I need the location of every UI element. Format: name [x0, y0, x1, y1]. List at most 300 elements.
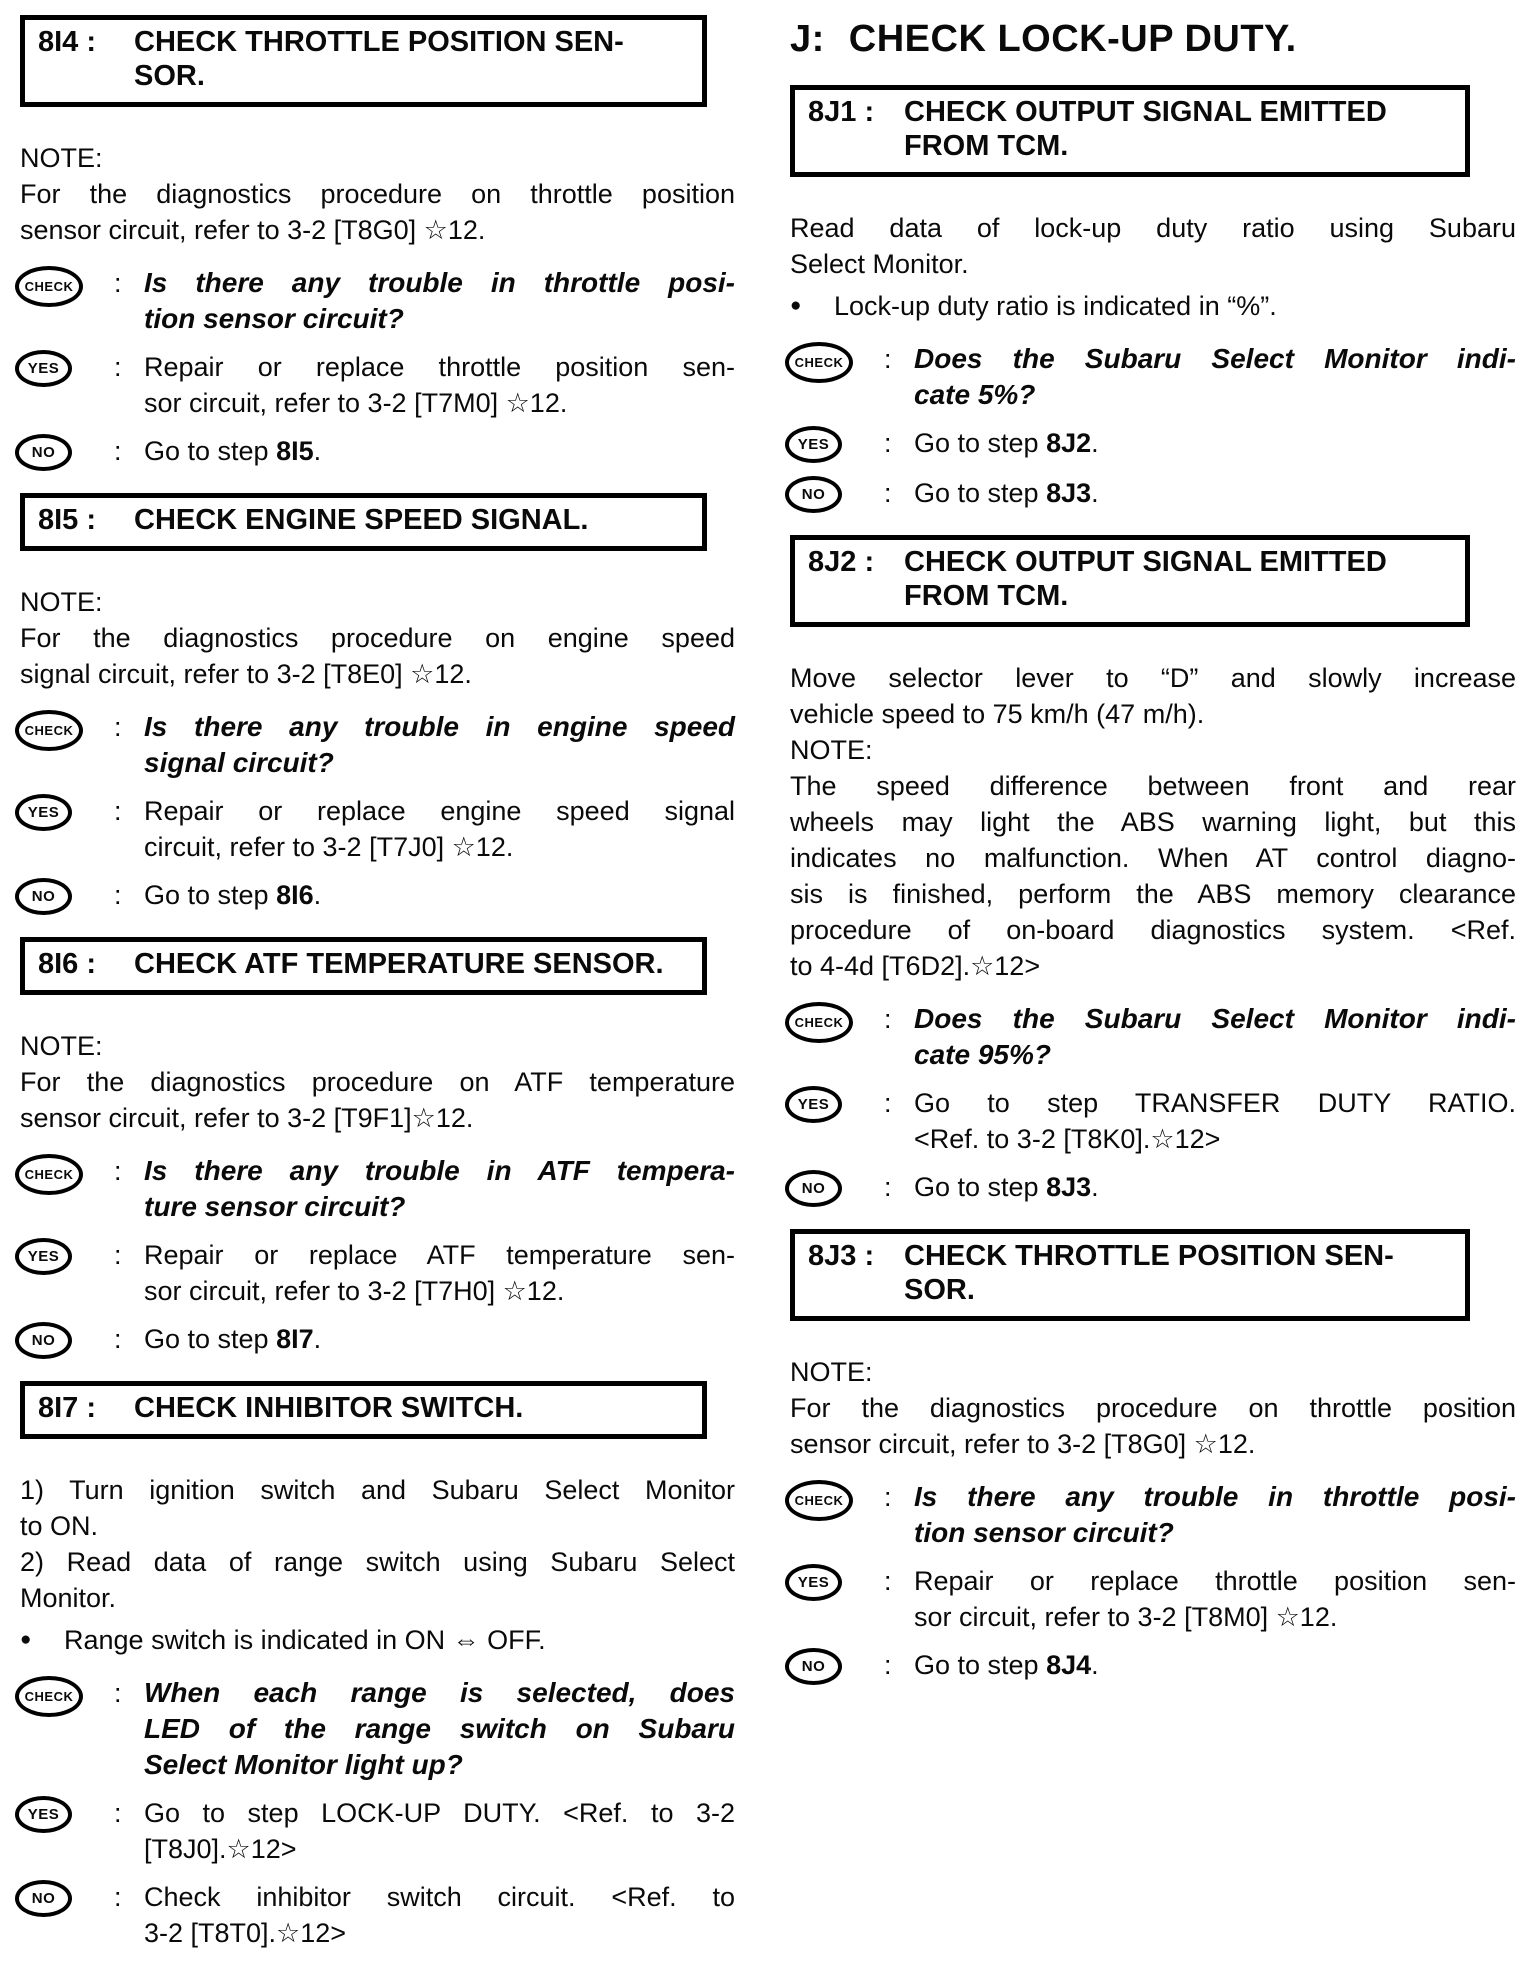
yes-row [15, 793, 735, 865]
colon-separator: : [884, 1004, 892, 1034]
text-segment: vehicle speed to 75 km/h (47 m/h). [790, 699, 1205, 729]
question-line [144, 265, 735, 301]
text-segment: [T8J0].☆12> [144, 1834, 297, 1864]
text-segment: sor circuit, refer to 3-2 [T7M0] ☆12. [144, 388, 568, 418]
text-segment: 8J2 [1046, 428, 1092, 458]
badge-cell [15, 709, 114, 781]
paragraph [20, 620, 735, 692]
step-title-line: CHECK ATF TEMPERATURE SENSOR. [134, 948, 664, 980]
question-line [914, 1479, 1516, 1515]
step-title-line: CHECK INHIBITOR SWITCH. [134, 1392, 524, 1424]
text-segment: procedure of on-board diagnostics system. <Ref. [790, 915, 1516, 945]
row-text [144, 709, 735, 781]
question-line [914, 377, 1516, 413]
text-segment: to ON. [20, 1511, 99, 1541]
step-number: 8I6 : [38, 948, 97, 980]
text-line [790, 660, 1516, 696]
text-segment: Select Monitor light up? [144, 1749, 463, 1780]
section-8I4 [20, 15, 735, 471]
text-line [144, 1273, 735, 1309]
text-line [20, 656, 735, 692]
note-label: NOTE: [20, 1031, 103, 1061]
colon-separator: : [884, 1172, 892, 1202]
step-title-line: CHECK OUTPUT SIGNAL EMITTED [904, 546, 1387, 578]
bullet-icon: ● [790, 295, 802, 316]
row-text [914, 1169, 1516, 1207]
text-line [144, 793, 735, 829]
text-segment: Go to step LOCK-UP DUTY. <Ref. to 3-2 [144, 1798, 735, 1828]
step-header-box-8J3 [790, 1229, 1470, 1321]
text-segment: cate 5%? [914, 379, 1036, 410]
section-8J1 [790, 85, 1516, 513]
text-segment: Does the Subaru Select Monitor indi- [914, 1003, 1516, 1034]
text-segment: . [1091, 478, 1099, 508]
text-line [790, 840, 1516, 876]
text-segment: Does the Subaru Select Monitor indi- [914, 343, 1516, 374]
text-line [20, 1508, 735, 1544]
question-line [144, 301, 735, 337]
text-line [144, 1795, 735, 1831]
text-segment: 8J3 [1046, 478, 1092, 508]
text-line [20, 1100, 735, 1136]
text-line [790, 804, 1516, 840]
text-segment: 2) Read data of range switch using Subaru Select [20, 1547, 735, 1577]
row-text [914, 1563, 1516, 1635]
question-line [144, 1675, 735, 1711]
colon-separator: : [114, 1240, 122, 1270]
colon-separator: : [884, 1088, 892, 1118]
text-segment: 8I5 [276, 436, 314, 466]
badge-cell [785, 1169, 884, 1207]
badge-cell [785, 341, 884, 413]
text-line [144, 1879, 735, 1915]
no-badge: NO [15, 1322, 72, 1359]
text-line [144, 385, 735, 421]
paragraph [790, 768, 1516, 984]
text-line [790, 948, 1516, 984]
badge-cell [15, 1795, 114, 1867]
right-column [790, 15, 1516, 1707]
note-label: NOTE: [20, 143, 103, 173]
badge-cell [15, 1675, 114, 1783]
note-label: NOTE: [790, 735, 873, 765]
check-badge: CHECK [785, 342, 853, 383]
colon-separator: : [114, 268, 122, 298]
chapter-heading [790, 17, 1516, 61]
check-badge: CHECK [785, 1480, 853, 1521]
text-segment: sis is finished, perform the ABS memory clearance [790, 879, 1516, 909]
step-number: 8J3 : [808, 1240, 875, 1272]
yes-badge: YES [15, 794, 72, 831]
badge-cell [785, 1479, 884, 1551]
text-segment: tion sensor circuit? [914, 1517, 1174, 1548]
step-header-box-8I7 [20, 1381, 707, 1439]
yes-row [15, 349, 735, 421]
text-segment: Go to step [144, 880, 277, 910]
step-number: 8I7 : [38, 1392, 97, 1424]
text-segment: The speed difference between front and rear [790, 771, 1516, 801]
row-text [144, 877, 735, 915]
paragraph [790, 660, 1516, 732]
badge-cell [785, 425, 884, 463]
yes-row [15, 1795, 735, 1867]
text-line [914, 1169, 1516, 1205]
badge-cell [785, 1085, 884, 1157]
chapter-letter: J: [790, 18, 825, 60]
text-line [144, 877, 735, 913]
step-number: 8I4 : [38, 26, 97, 58]
step-title [134, 947, 664, 981]
colon-separator: : [114, 796, 122, 826]
text-segment: Read data of lock-up duty ratio using Subaru [790, 213, 1516, 243]
text-segment: . [313, 436, 322, 466]
chapter-title: CHECK LOCK-UP DUTY. [848, 18, 1297, 60]
text-line [20, 620, 735, 656]
text-segment: Select Monitor. [790, 249, 969, 279]
badge-cell [15, 349, 114, 421]
colon-separator: : [114, 880, 122, 910]
no-row [785, 1647, 1516, 1685]
text-segment: Repair or replace ATF temperature sen- [144, 1240, 735, 1270]
text-line [144, 349, 735, 385]
badge-cell [785, 1647, 884, 1685]
question-line [914, 1037, 1516, 1073]
yes-badge: YES [785, 426, 842, 463]
step-title [904, 95, 1387, 163]
text-segment: ture sensor circuit? [144, 1191, 406, 1222]
check-badge: CHECK [15, 266, 83, 307]
check-badge: CHECK [15, 1154, 83, 1195]
colon-separator: : [114, 712, 122, 742]
badge-cell [15, 793, 114, 865]
yes-row [785, 425, 1516, 463]
yes-badge: YES [15, 1238, 72, 1275]
text-segment: 8I6 [276, 880, 314, 910]
row-text [914, 425, 1516, 463]
section-8J3 [790, 1229, 1516, 1685]
step-header-box-8J2 [790, 535, 1470, 627]
text-line [20, 1544, 735, 1580]
row-text [914, 341, 1516, 413]
colon-separator: : [114, 1798, 122, 1828]
note-label: NOTE: [20, 587, 103, 617]
no-row [15, 877, 735, 915]
step-title [904, 545, 1387, 613]
step-header-box-8I4 [20, 15, 707, 107]
step-title-line: CHECK ENGINE SPEED SIGNAL. [134, 504, 589, 536]
text-line [914, 1121, 1516, 1157]
badge-cell [15, 1321, 114, 1359]
text-line [20, 212, 735, 248]
row-text [144, 1675, 735, 1783]
bullet-item [20, 1622, 735, 1658]
badge-cell [785, 1001, 884, 1073]
question-line [144, 1711, 735, 1747]
yes-badge: YES [15, 350, 72, 387]
text-segment: Go to step TRANSFER DUTY RATIO. [914, 1088, 1516, 1118]
step-number: 8J1 : [808, 96, 875, 128]
step-title-line: CHECK THROTTLE POSITION SEN- [904, 1240, 1394, 1272]
text-segment: LED of the range switch on Subaru [144, 1713, 735, 1744]
text-segment: circuit, refer to 3-2 [T7J0] ☆12. [144, 832, 514, 862]
text-line [914, 1599, 1516, 1635]
bullet-icon: ● [20, 1629, 32, 1650]
badge-cell [15, 433, 114, 471]
paragraph [20, 1544, 735, 1616]
question-line [914, 1515, 1516, 1551]
question-line [144, 1747, 735, 1783]
step-title [134, 503, 588, 537]
text-segment: sor circuit, refer to 3-2 [T7H0] ☆12. [144, 1276, 565, 1306]
paragraph [20, 1472, 735, 1544]
text-segment: Go to step [144, 436, 277, 466]
question-line [914, 341, 1516, 377]
yes-badge: YES [785, 1086, 842, 1123]
no-badge: NO [785, 476, 842, 513]
check-badge: CHECK [15, 710, 83, 751]
text-line [144, 1237, 735, 1273]
section-8I6 [20, 937, 735, 1359]
text-line [144, 1915, 735, 1951]
badge-cell [785, 1563, 884, 1635]
badge-cell [15, 877, 114, 915]
text-segment: Go to step [914, 1650, 1047, 1680]
no-badge: NO [15, 878, 72, 915]
text-segment: . [1091, 1172, 1099, 1202]
step-title-line: SOR. [134, 60, 205, 92]
row-text [144, 349, 735, 421]
text-segment: . [313, 1324, 322, 1354]
text-segment: 8I7 [276, 1324, 314, 1354]
text-line [790, 696, 1516, 732]
row-text [144, 1237, 735, 1309]
yes-row [15, 1237, 735, 1309]
row-text [914, 1085, 1516, 1157]
right-sections [790, 85, 1516, 1685]
yes-badge: YES [15, 1796, 72, 1833]
question-line [144, 709, 735, 745]
text-segment: For the diagnostics procedure on throttle position [790, 1393, 1516, 1423]
bullet-text [834, 288, 1516, 324]
text-line [834, 288, 1516, 324]
colon-separator: : [884, 344, 892, 374]
text-segment: <Ref. to 3-2 [T8K0].☆12> [914, 1124, 1221, 1154]
text-segment: signal circuit, refer to 3-2 [T8E0] ☆12. [20, 659, 472, 689]
colon-separator: : [884, 1482, 892, 1512]
row-text [144, 433, 735, 471]
text-segment: 8J4 [1046, 1650, 1092, 1680]
text-line [790, 210, 1516, 246]
row-text [144, 793, 735, 865]
step-title-line: CHECK THROTTLE POSITION SEN- [134, 26, 624, 58]
row-text [144, 1879, 735, 1951]
row-text [914, 1647, 1516, 1685]
text-line [20, 1472, 735, 1508]
colon-separator: : [114, 436, 122, 466]
text-segment: cate 95%? [914, 1039, 1051, 1070]
row-text [914, 1479, 1516, 1551]
step-title [134, 25, 624, 93]
text-segment: Check inhibitor switch circuit. <Ref. to [144, 1882, 735, 1912]
colon-separator: : [884, 1566, 892, 1596]
text-segment: signal circuit? [144, 747, 334, 778]
check-row [15, 1675, 735, 1783]
colon-separator: : [114, 1156, 122, 1186]
no-badge: NO [785, 1648, 842, 1685]
text-segment: sor circuit, refer to 3-2 [T8M0] ☆12. [914, 1602, 1338, 1632]
text-segment: Repair or replace throttle position sen- [914, 1566, 1516, 1596]
text-line [914, 425, 1516, 461]
no-row [785, 1169, 1516, 1207]
text-line [790, 1426, 1516, 1462]
text-segment: Is there any trouble in engine speed [144, 711, 735, 742]
text-segment: Move selector lever to “D” and slowly increase [790, 663, 1516, 693]
text-segment: Lock-up duty ratio is indicated in “%”. [834, 291, 1277, 321]
text-segment: Go to step [914, 1172, 1047, 1202]
text-segment: For the diagnostics procedure on engine speed [20, 623, 735, 653]
step-header-box-8I6 [20, 937, 707, 995]
text-line [914, 1563, 1516, 1599]
text-segment: indicates no malfunction. When AT control diagno- [790, 843, 1516, 873]
text-segment: Repair or replace throttle position sen- [144, 352, 735, 382]
question-line [144, 1153, 735, 1189]
badge-cell [785, 475, 884, 513]
paragraph [790, 210, 1516, 282]
step-header-box-8I5 [20, 493, 707, 551]
no-badge: NO [15, 434, 72, 471]
paragraph [20, 1064, 735, 1136]
badge-cell [15, 1153, 114, 1225]
no-row [15, 433, 735, 471]
badge-cell [15, 1237, 114, 1309]
question-line [914, 1001, 1516, 1037]
text-line [790, 1390, 1516, 1426]
text-segment: 3-2 [T8T0].☆12> [144, 1918, 347, 1948]
question-line [144, 745, 735, 781]
step-title-line: FROM TCM. [904, 580, 1069, 612]
yes-badge: YES [785, 1564, 842, 1601]
bullet-text [64, 1622, 735, 1658]
step-title-line: SOR. [904, 1274, 975, 1306]
text-segment: Range switch is indicated in ON ⇔ OFF. [64, 1625, 546, 1655]
row-text [914, 1001, 1516, 1073]
text-line [914, 1647, 1516, 1683]
badge-cell [15, 265, 114, 337]
text-line [20, 1064, 735, 1100]
row-text [144, 265, 735, 337]
text-line [20, 1580, 735, 1616]
colon-separator: : [114, 1324, 122, 1354]
text-segment: For the diagnostics procedure on throttle position [20, 179, 735, 209]
no-badge: NO [15, 1880, 72, 1917]
no-badge: NO [785, 1170, 842, 1207]
text-segment: Go to step [914, 478, 1047, 508]
no-row [15, 1321, 735, 1359]
paragraph [790, 1390, 1516, 1462]
text-segment: Monitor. [20, 1583, 117, 1613]
section-8I5 [20, 493, 735, 915]
step-title-line: CHECK OUTPUT SIGNAL EMITTED [904, 96, 1387, 128]
text-segment: sensor circuit, refer to 3-2 [T8G0] ☆12. [20, 215, 486, 245]
colon-separator: : [114, 352, 122, 382]
row-text [914, 475, 1516, 513]
step-title [904, 1239, 1394, 1307]
check-row [15, 1153, 735, 1225]
text-line [790, 912, 1516, 948]
colon-separator: : [884, 428, 892, 458]
text-segment: 1) Turn ignition switch and Subaru Select Monitor [20, 1475, 735, 1505]
check-row [15, 265, 735, 337]
text-line [790, 876, 1516, 912]
check-row [15, 709, 735, 781]
text-line [144, 1831, 735, 1867]
colon-separator: : [114, 1882, 122, 1912]
no-row [785, 475, 1516, 513]
text-segment: Go to step [914, 428, 1047, 458]
no-row [15, 1879, 735, 1951]
step-number: 8I5 : [38, 504, 97, 536]
text-line [144, 433, 735, 469]
text-line [144, 829, 735, 865]
check-badge: CHECK [15, 1676, 83, 1717]
text-line [64, 1622, 735, 1658]
badge-cell [15, 1879, 114, 1951]
row-text [144, 1321, 735, 1359]
text-segment: wheels may light the ABS warning light, but this [790, 807, 1516, 837]
row-text [144, 1153, 735, 1225]
row-text [144, 1795, 735, 1867]
text-segment: For the diagnostics procedure on ATF temperature [20, 1067, 735, 1097]
step-title-line: FROM TCM. [904, 130, 1069, 162]
left-column [20, 15, 735, 1973]
note-label: NOTE: [790, 1357, 873, 1387]
text-segment: Go to step [144, 1324, 277, 1354]
step-title [134, 1391, 523, 1425]
step-number: 8J2 : [808, 546, 875, 578]
question-line [144, 1189, 735, 1225]
text-segment: Is there any trouble in ATF tempera- [144, 1155, 735, 1186]
text-segment: tion sensor circuit? [144, 303, 404, 334]
paragraph [20, 176, 735, 248]
text-line [790, 246, 1516, 282]
check-row [785, 1001, 1516, 1073]
yes-row [785, 1563, 1516, 1635]
text-segment: . [313, 880, 322, 910]
colon-separator: : [114, 1678, 122, 1708]
check-row [785, 1479, 1516, 1551]
check-row [785, 341, 1516, 413]
text-segment: sensor circuit, refer to 3-2 [T8G0] ☆12. [790, 1429, 1256, 1459]
section-8I7 [20, 1381, 735, 1951]
yes-row [785, 1085, 1516, 1157]
text-line [914, 1085, 1516, 1121]
columns [0, 15, 1536, 1973]
colon-separator: : [884, 1650, 892, 1680]
text-segment: sensor circuit, refer to 3-2 [T9F1]☆12. [20, 1103, 474, 1133]
text-segment: . [1091, 1650, 1099, 1680]
colon-separator: : [884, 478, 892, 508]
text-line [20, 176, 735, 212]
text-segment: Repair or replace engine speed signal [144, 796, 735, 826]
text-line [790, 768, 1516, 804]
text-line [144, 1321, 735, 1357]
check-badge: CHECK [785, 1002, 853, 1043]
text-segment: When each range is selected, does [144, 1677, 735, 1708]
section-8J2 [790, 535, 1516, 1207]
text-segment: Is there any trouble in throttle posi- [914, 1481, 1516, 1512]
text-segment: Is there any trouble in throttle posi- [144, 267, 735, 298]
bullet-item [790, 288, 1516, 324]
